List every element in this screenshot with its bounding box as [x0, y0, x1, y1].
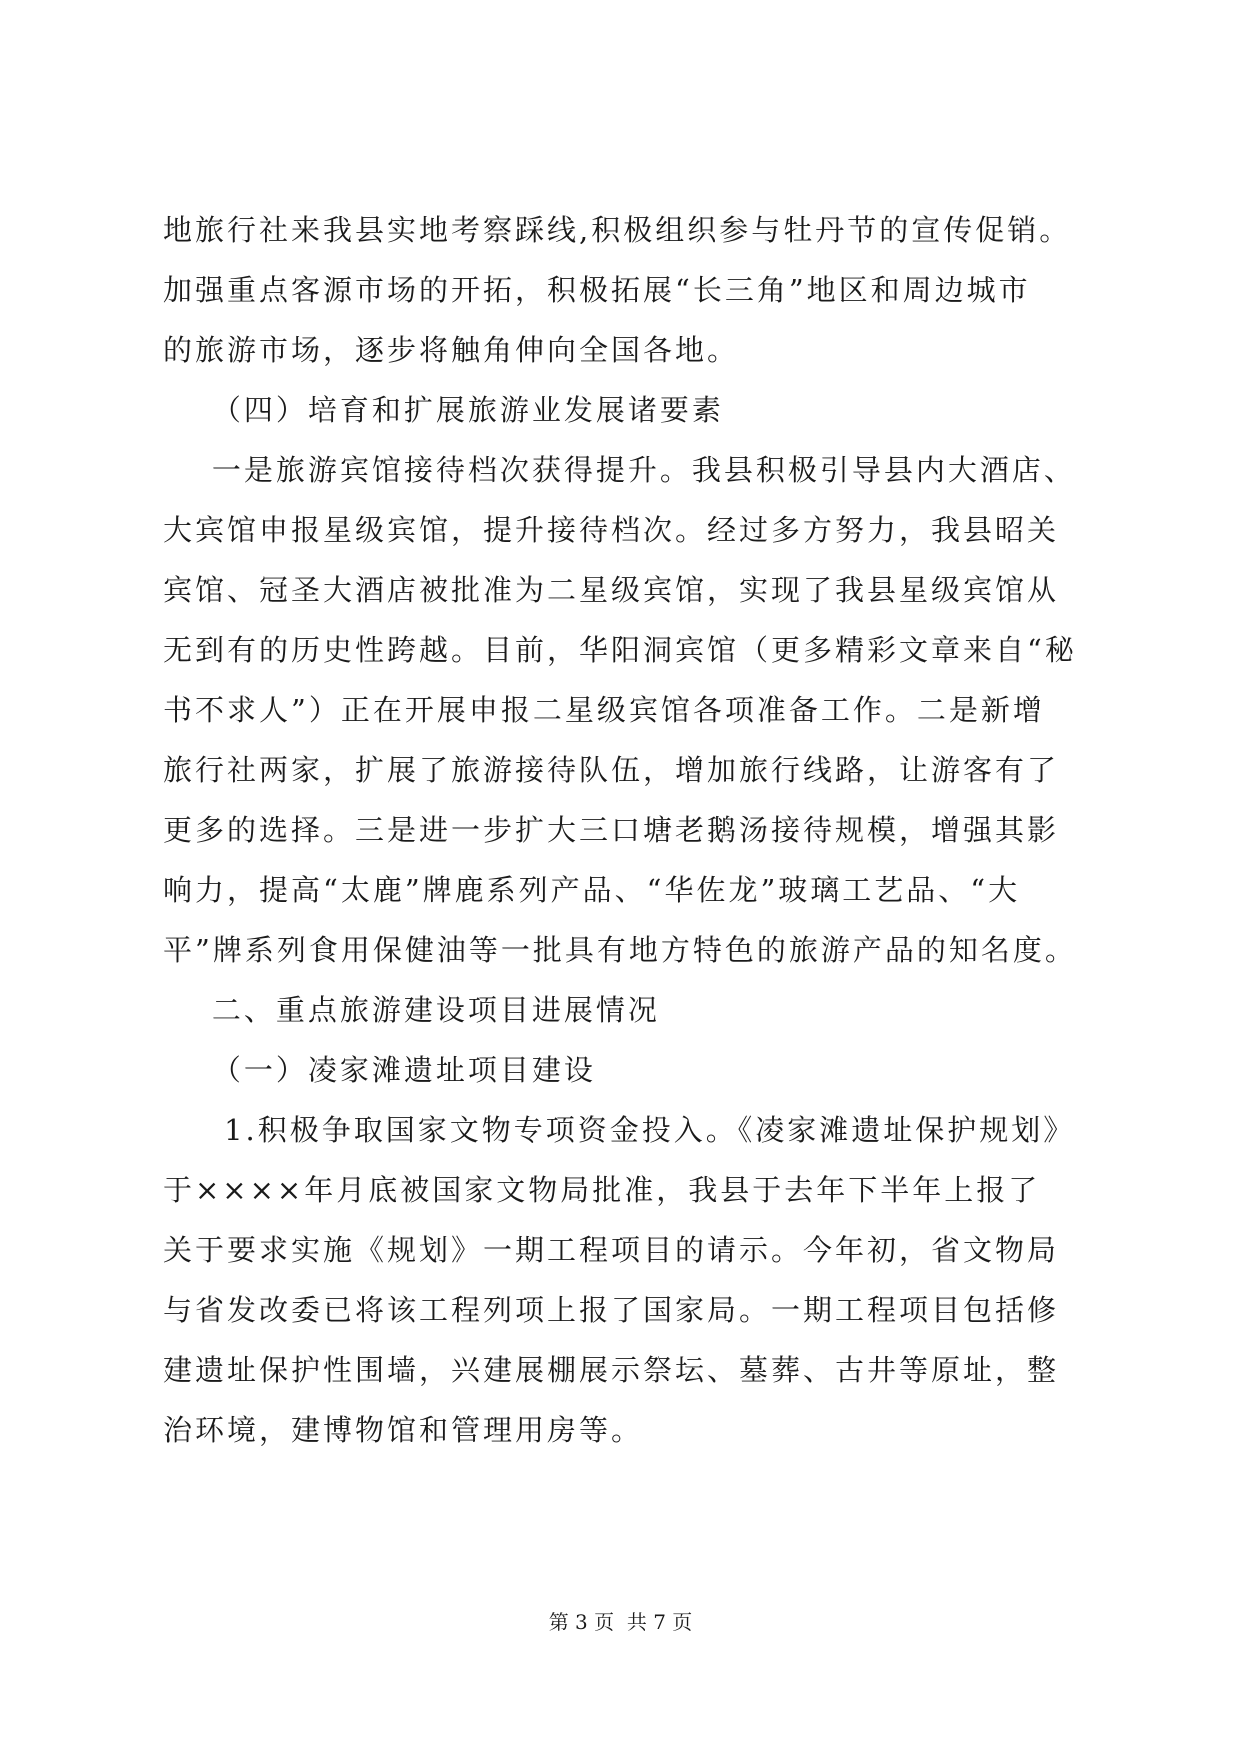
document-body: [163, 200, 1103, 1460]
text-line: 于××××年月底被国家文物局批准，我县于去年下半年上报了: [163, 1173, 1041, 1207]
subsection-heading: （一）凌家滩遗址项目建设: [163, 1053, 596, 1087]
text-line: 大宾馆申报星级宾馆，提升接待档次。经过多方努力，我县昭关: [163, 513, 1060, 547]
section-heading: 二、重点旅游建设项目进展情况: [163, 993, 660, 1027]
text-line: 与省发改委已将该工程列项上报了国家局。一期工程项目包括修: [163, 1293, 1060, 1327]
text-line: 响力，提高“太鹿”牌鹿系列产品、“华佐龙”玻璃工艺品、“大: [163, 873, 1021, 907]
page-number-footer: 第 3 页 共 7 页: [548, 1610, 693, 1634]
section-heading: （四）培育和扩展旅游业发展诸要素: [163, 393, 724, 427]
text-line: 治环境，建博物馆和管理用房等。: [163, 1413, 644, 1447]
text-line: 一是旅游宾馆接待档次获得提升。我县积极引导县内大酒店、: [163, 453, 1076, 487]
text-line: 更多的选择。三是进一步扩大三口塘老鹅汤接待规模，增强其影: [163, 813, 1060, 847]
text-line: 书不求人”）正在开展申报二星级宾馆各项准备工作。二是新增: [163, 693, 1045, 727]
text-line: 地旅行社来我县实地考察踩线,积极组织参与牡丹节的宣传促销。: [163, 213, 1072, 247]
text-line: 加强重点客源市场的开拓，积极拓展“长三角”地区和周边城市: [163, 273, 1031, 307]
text-line: 1.积极争取国家文物专项资金投入。《凌家滩遗址保护规划》: [163, 1113, 1076, 1147]
text-line: 关于要求实施《规划》一期工程项目的请示。今年初，省文物局: [163, 1233, 1060, 1267]
text-line: 旅行社两家，扩展了旅游接待队伍，增加旅行线路，让游客有了: [163, 753, 1060, 787]
text-line: 建遗址保护性围墙，兴建展棚展示祭坛、墓葬、古井等原址，整: [163, 1353, 1060, 1387]
text-line: 的旅游市场，逐步将触角伸向全国各地。: [163, 333, 740, 367]
text-line: 宾馆、冠圣大酒店被批准为二星级宾馆，实现了我县星级宾馆从: [163, 573, 1060, 607]
text-line: 平”牌系列食用保健油等一批具有地方特色的旅游产品的知名度。: [163, 933, 1077, 967]
text-line: 无到有的历史性跨越。目前，华阳洞宾馆（更多精彩文章来自“秘: [163, 633, 1077, 667]
